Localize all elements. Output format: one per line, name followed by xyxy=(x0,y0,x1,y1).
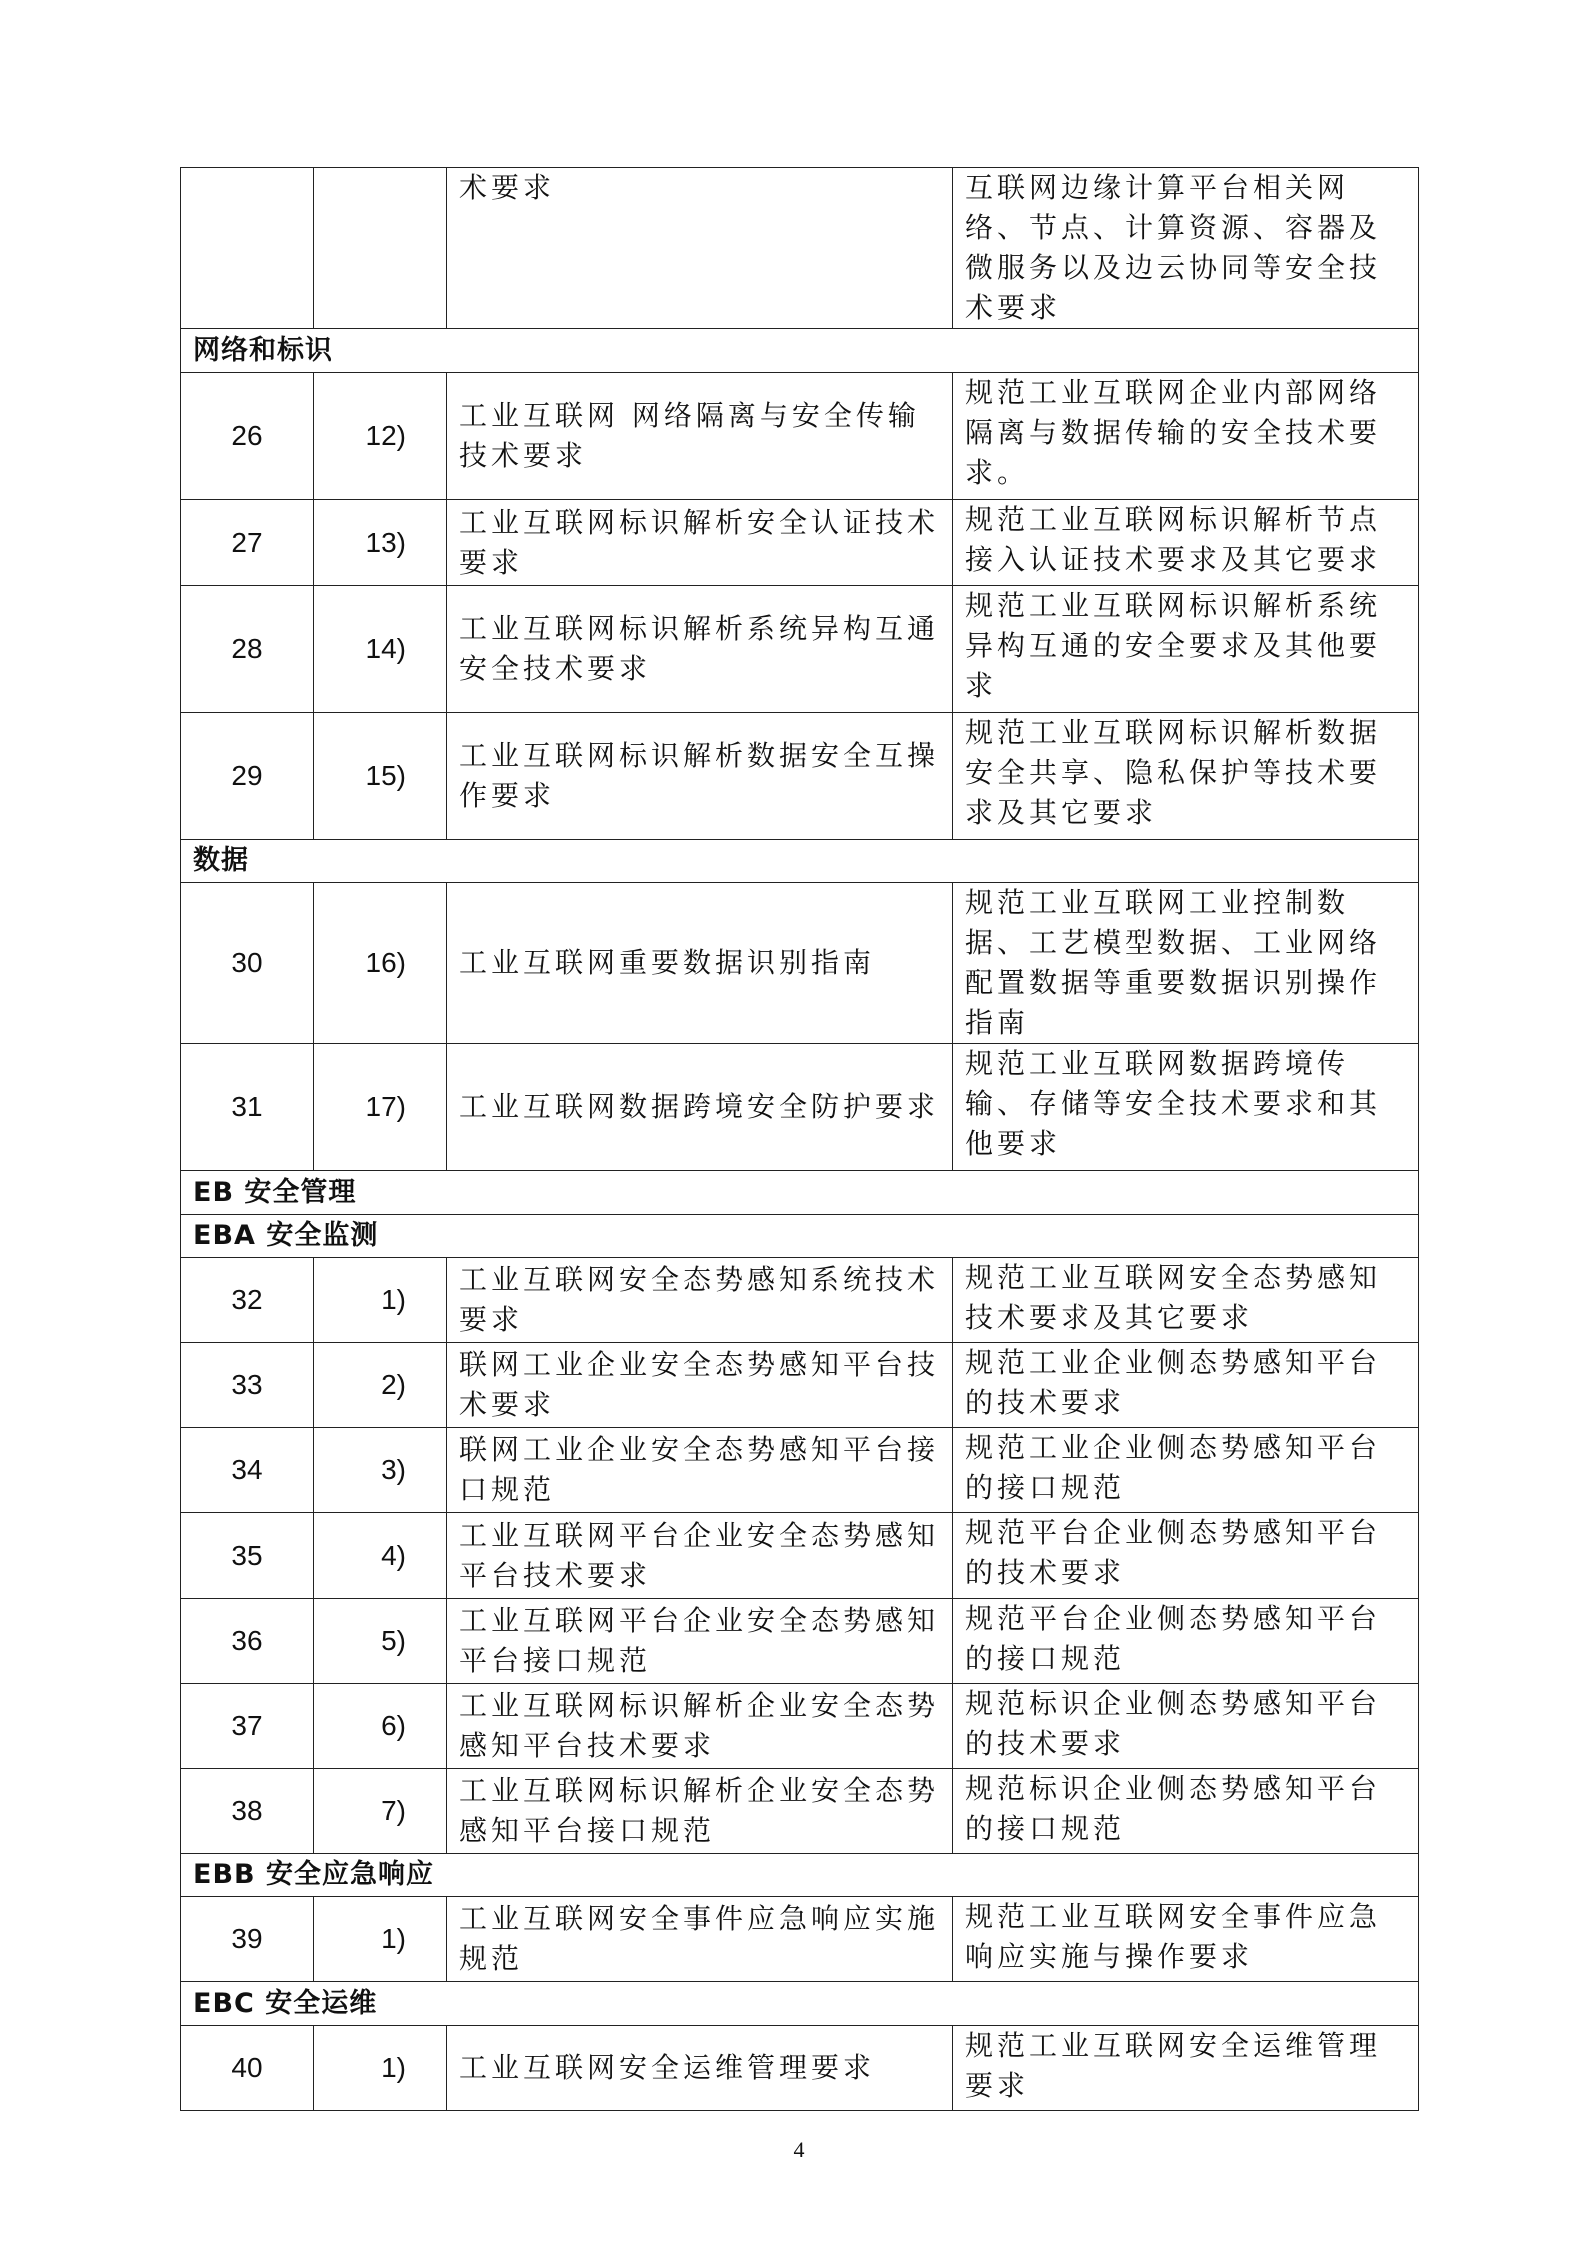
row-number: 31 xyxy=(181,1044,314,1171)
standard-name: 工业互联网标识解析企业安全态势感知平台技术要求 xyxy=(447,1684,953,1769)
standard-description: 规范工业互联网标识解析系统异构互通的安全要求及其他要求 xyxy=(953,586,1419,713)
standard-name: 工业互联网安全事件应急响应实施规范 xyxy=(447,1897,953,1982)
sub-number: 2) xyxy=(314,1343,447,1428)
row-number: 29 xyxy=(181,713,314,840)
standard-name: 工业互联网重要数据识别指南 xyxy=(447,883,953,1044)
sub-number: 12) xyxy=(314,373,447,500)
standard-name: 工业互联网标识解析数据安全互操作要求 xyxy=(447,713,953,840)
standard-description: 规范工业互联网安全事件应急响应实施与操作要求 xyxy=(953,1897,1419,1982)
standard-name: 联网工业企业安全态势感知平台接口规范 xyxy=(447,1428,953,1513)
row-number: 39 xyxy=(181,1897,314,1982)
standard-name: 术要求 xyxy=(447,168,953,329)
standard-description: 规范标识企业侧态势感知平台的技术要求 xyxy=(953,1684,1419,1769)
standard-description: 规范平台企业侧态势感知平台的接口规范 xyxy=(953,1599,1419,1684)
sub-number: 14) xyxy=(314,586,447,713)
standard-name: 工业互联网 网络隔离与安全传输技术要求 xyxy=(447,373,953,500)
table-row xyxy=(181,500,1419,586)
table-row xyxy=(181,1044,1419,1171)
section-title: 网络和标识 xyxy=(181,329,1419,373)
sub-number: 3) xyxy=(314,1428,447,1513)
table-row xyxy=(181,1343,1419,1428)
standard-name: 工业互联网平台企业安全态势感知平台接口规范 xyxy=(447,1599,953,1684)
section-title: EBC 安全运维 xyxy=(181,1982,1419,2026)
standard-name: 工业互联网平台企业安全态势感知平台技术要求 xyxy=(447,1513,953,1599)
table-row xyxy=(181,713,1419,840)
standard-description: 规范工业互联网安全运维管理要求 xyxy=(953,2026,1419,2111)
sub-number: 15) xyxy=(314,713,447,840)
standard-description: 规范工业互联网标识解析节点接入认证技术要求及其它要求 xyxy=(953,500,1419,586)
row-number: 32 xyxy=(181,1258,314,1343)
sub-number: 17) xyxy=(314,1044,447,1171)
sub-number: 5) xyxy=(314,1599,447,1684)
sub-number: 13) xyxy=(314,500,447,586)
section-header-row xyxy=(181,1171,1419,1215)
standard-description: 规范工业企业侧态势感知平台的接口规范 xyxy=(953,1428,1419,1513)
section-header-row xyxy=(181,1982,1419,2026)
standard-name: 工业互联网安全运维管理要求 xyxy=(447,2026,953,2111)
sub-number: 16) xyxy=(314,883,447,1044)
standard-description: 规范工业互联网企业内部网络隔离与数据传输的安全技术要求。 xyxy=(953,373,1419,500)
page-number: 4 xyxy=(793,2137,805,2162)
row-number: 27 xyxy=(181,500,314,586)
table-row xyxy=(181,1769,1419,1854)
table-row xyxy=(181,1513,1419,1599)
standard-name: 工业互联网标识解析企业安全态势感知平台接口规范 xyxy=(447,1769,953,1854)
table-row xyxy=(181,883,1419,1044)
standard-description: 规范平台企业侧态势感知平台的技术要求 xyxy=(953,1513,1419,1599)
sub-number: 1) xyxy=(314,1897,447,1982)
standard-description: 规范工业企业侧态势感知平台的技术要求 xyxy=(953,1343,1419,1428)
section-header-row xyxy=(181,1215,1419,1258)
standard-description: 规范工业互联网工业控制数据、工艺模型数据、工业网络配置数据等重要数据识别操作指南 xyxy=(953,883,1419,1044)
sub-number xyxy=(314,168,447,329)
table-row xyxy=(181,1599,1419,1684)
row-number: 37 xyxy=(181,1684,314,1769)
table-row xyxy=(181,168,1419,329)
table-row xyxy=(181,586,1419,713)
section-title: EBA 安全监测 xyxy=(181,1215,1419,1258)
section-header-row xyxy=(181,329,1419,373)
sub-number: 1) xyxy=(314,1258,447,1343)
row-number: 26 xyxy=(181,373,314,500)
section-title: 数据 xyxy=(181,840,1419,883)
row-number: 30 xyxy=(181,883,314,1044)
table-row xyxy=(181,1428,1419,1513)
row-number: 40 xyxy=(181,2026,314,2111)
row-number: 28 xyxy=(181,586,314,713)
sub-number: 7) xyxy=(314,1769,447,1854)
standard-name: 工业互联网数据跨境安全防护要求 xyxy=(447,1044,953,1171)
row-number: 34 xyxy=(181,1428,314,1513)
standard-name: 工业互联网标识解析系统异构互通安全技术要求 xyxy=(447,586,953,713)
standard-description: 互联网边缘计算平台相关网络、节点、计算资源、容器及微服务以及边云协同等安全技术要求 xyxy=(953,168,1419,329)
standard-description: 规范工业互联网数据跨境传输、存储等安全技术要求和其他要求 xyxy=(953,1044,1419,1171)
sub-number: 6) xyxy=(314,1684,447,1769)
table-row xyxy=(181,373,1419,500)
table-row xyxy=(181,1684,1419,1769)
section-title: EBB 安全应急响应 xyxy=(181,1854,1419,1897)
section-header-row xyxy=(181,1854,1419,1897)
row-number: 36 xyxy=(181,1599,314,1684)
sub-number: 4) xyxy=(314,1513,447,1599)
standard-description: 规范工业互联网标识解析数据安全共享、隐私保护等技术要求及其它要求 xyxy=(953,713,1419,840)
table-row xyxy=(181,1258,1419,1343)
row-number xyxy=(181,168,314,329)
row-number: 38 xyxy=(181,1769,314,1854)
table-row xyxy=(181,2026,1419,2111)
sub-number: 1) xyxy=(314,2026,447,2111)
row-number: 35 xyxy=(181,1513,314,1599)
standards-table-body xyxy=(181,168,1419,2111)
table-row xyxy=(181,1897,1419,1982)
standards-table xyxy=(180,167,1419,2111)
standard-description: 规范工业互联网安全态势感知技术要求及其它要求 xyxy=(953,1258,1419,1343)
row-number: 33 xyxy=(181,1343,314,1428)
standard-name: 联网工业企业安全态势感知平台技术要求 xyxy=(447,1343,953,1428)
section-title: EB 安全管理 xyxy=(181,1171,1419,1215)
section-header-row xyxy=(181,840,1419,883)
standard-name: 工业互联网安全态势感知系统技术要求 xyxy=(447,1258,953,1343)
standard-name: 工业互联网标识解析安全认证技术要求 xyxy=(447,500,953,586)
standard-description: 规范标识企业侧态势感知平台的接口规范 xyxy=(953,1769,1419,1854)
